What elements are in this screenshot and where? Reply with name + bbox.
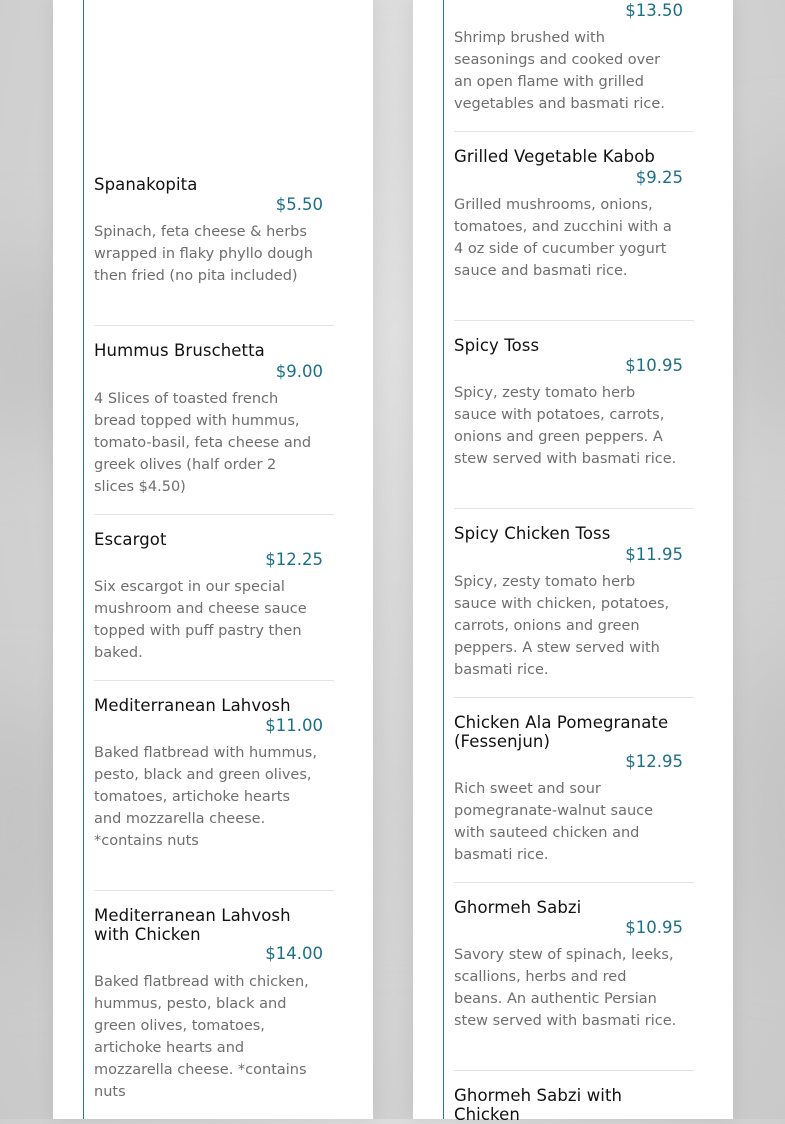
menu-item bbox=[454, 524, 694, 678]
item-name: Ghormeh Sabzi with Chicken bbox=[454, 1086, 623, 1124]
right-rule bbox=[443, 0, 444, 1119]
menu-item bbox=[454, 147, 694, 279]
menu-item bbox=[454, 713, 694, 863]
item-price: $11.95 bbox=[625, 545, 683, 564]
item-description: Savory stew of spinach, leeks, scallions, herbs and red beans. An authentic Persian stew served with basmati rice. bbox=[454, 947, 677, 1029]
separator bbox=[454, 320, 694, 321]
item-price: $9.25 bbox=[635, 168, 683, 187]
menu-item bbox=[94, 906, 334, 1100]
separator bbox=[454, 882, 694, 883]
item-name: Mediterranean Lahvosh bbox=[94, 696, 291, 715]
item-description: Rich sweet and sour pomegranate-walnut sauce with sauteed chicken and basmati rice. bbox=[454, 781, 654, 863]
item-price: $12.95 bbox=[625, 752, 683, 771]
item-name: Ghormeh Sabzi bbox=[454, 898, 582, 917]
item-name: Escargot bbox=[94, 530, 167, 549]
menu-item bbox=[94, 175, 334, 284]
menu-item bbox=[94, 696, 334, 849]
item-price: $11.00 bbox=[265, 716, 323, 735]
left-rule bbox=[83, 0, 84, 1119]
item-price: $13.50 bbox=[625, 1, 683, 20]
separator bbox=[454, 1070, 694, 1071]
menu-item bbox=[454, 898, 694, 1029]
item-price: $5.50 bbox=[275, 195, 323, 214]
separator bbox=[454, 697, 694, 698]
item-description: 4 Slices of toasted french bread topped with hummus, tomato-basil, feta cheese and greek olives (half order 2 slices $4.50) bbox=[94, 391, 312, 495]
item-description: Grilled mushrooms, onions, tomatoes, and zucchini with a 4 oz side of cucumber yogurt sauce and basmati rice. bbox=[454, 197, 672, 279]
item-description: Six escargot in our special mushroom and cheese sauce topped with puff pastry then baked. bbox=[94, 579, 307, 661]
separator bbox=[94, 890, 334, 891]
item-description: Baked flatbread with hummus, pesto, black and green olives, tomatoes, artichoke hearts and mozzarella cheese. *contains nuts bbox=[94, 745, 317, 849]
item-price: $14.00 bbox=[265, 944, 323, 963]
separator bbox=[94, 325, 334, 326]
menu-panel-right bbox=[413, 0, 733, 1124]
menu-item bbox=[94, 341, 334, 495]
item-price: $12.25 bbox=[265, 550, 323, 569]
item-description: Spinach, feta cheese & herbs wrapped in flaky phyllo dough then fried (no pita included) bbox=[94, 224, 313, 284]
menu-panel-left bbox=[53, 0, 373, 1119]
item-price: $10.95 bbox=[625, 356, 683, 375]
item-price: $10.95 bbox=[625, 918, 683, 937]
item-name: Spicy Toss bbox=[454, 336, 540, 355]
item-name: Spanakopita bbox=[94, 175, 198, 194]
menu-item bbox=[94, 530, 334, 661]
item-description: Baked flatbread with chicken, hummus, pesto, black and green olives, tomatoes, artichoke hearts and mozzarella cheese. *contains nuts bbox=[94, 974, 309, 1100]
menu-item bbox=[454, 1086, 694, 1124]
item-description: Shrimp brushed with seasonings and cooked over an open flame with grilled vegetables and basmati rice. bbox=[454, 30, 665, 112]
item-description: Spicy, zesty tomato herb sauce with potatoes, carrots, onions and green peppers. A stew served with basmati rice. bbox=[454, 385, 677, 467]
item-name: Hummus Bruschetta bbox=[94, 341, 265, 360]
separator bbox=[94, 680, 334, 681]
separator bbox=[454, 508, 694, 509]
item-name: Grilled Vegetable Kabob bbox=[454, 147, 655, 166]
item-name: Mediterranean Lahvosh with Chicken bbox=[94, 906, 291, 944]
item-name: Spicy Chicken Toss bbox=[454, 524, 611, 543]
separator bbox=[454, 131, 694, 132]
item-name: Chicken Ala Pomegranate (Fessenjun) bbox=[454, 713, 669, 751]
item-description: Spicy, zesty tomato herb sauce with chicken, potatoes, carrots, onions and green peppers. A stew served with basmati rice. bbox=[454, 574, 670, 678]
menu-item bbox=[454, 336, 694, 467]
item-price: $9.00 bbox=[275, 362, 323, 381]
separator bbox=[94, 514, 334, 515]
